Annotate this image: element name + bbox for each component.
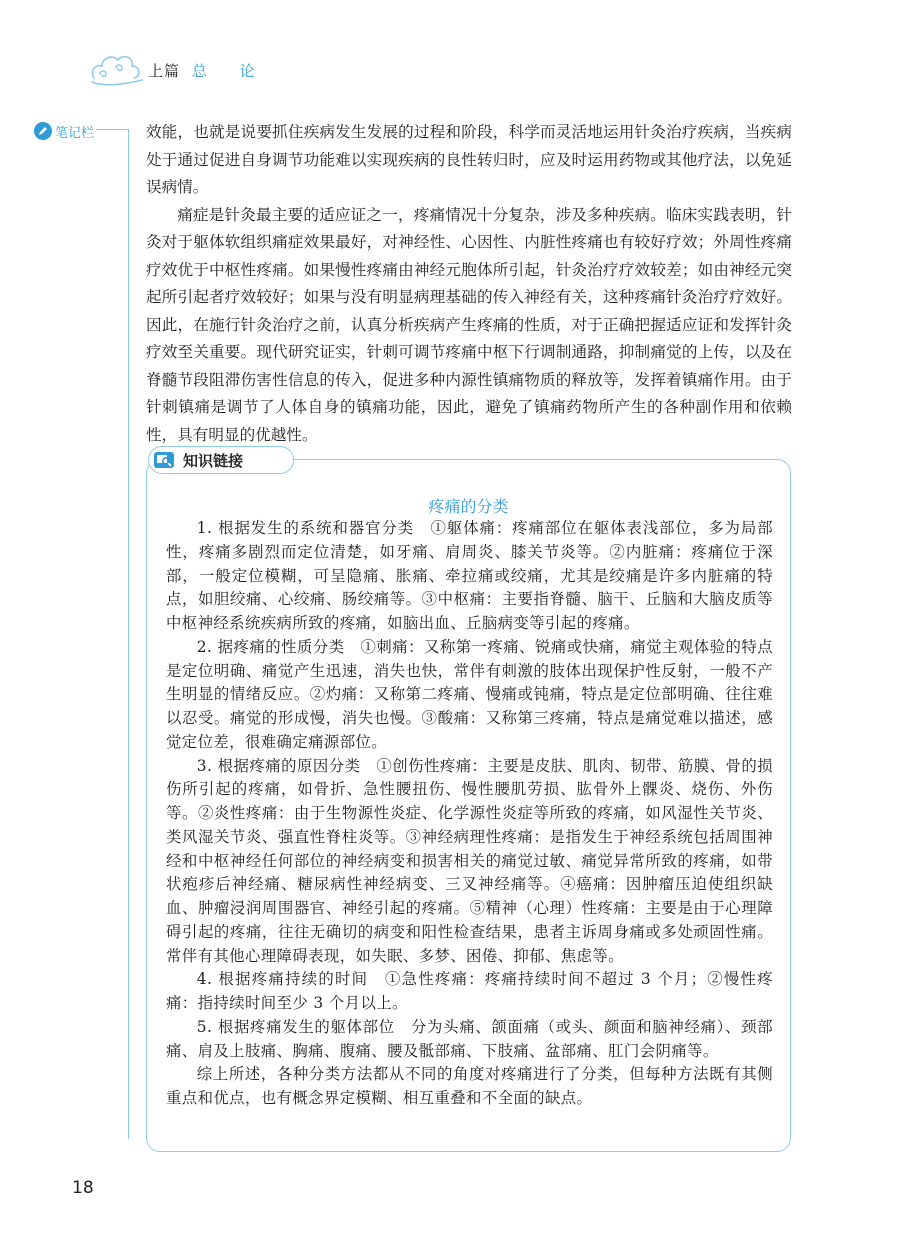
body-paragraph: 痛症是针灸最主要的适应证之一，疼痛情况十分复杂，涉及多种疾病。临床实践表明，针灸对于躯体软组织痛症效果最好，对神经性、心因性、内脏性疼痛也有较好疗效；外周性疼痛疗效优于中枢性疼痛。如果慢性疼痛由神经元胞体所引起，针灸治疗疗效较差；如由神经元突起所引起者疗效较好；如果与没有明显病理基础的传入神经有关，这种疼痛针灸治疗疗效好。因此，在施行针灸治疗之前，认真分析疾病产生疼痛的性质，对于正确把握适应证和发挥针灸疗效至关重要。现代研究证实，针刺可调节疼痛中枢下行调制通路，抑制痛觉的上传，以及在脊髓节段阻滞伤害性信息的传入，促进多种内源性镇痛物质的释放等，发挥着镇痛作用。由于针刺镇痛是调节了人体自身的镇痛功能，因此，避免了镇痛药物所产生的各种副作用和依赖性，具有明显的优越性。 [146, 205, 792, 444]
notes-divider [96, 129, 128, 130]
page-number: 18 [72, 1178, 94, 1198]
notes-label: 笔记栏 [55, 125, 95, 141]
header-chapter: 总 论 [191, 62, 269, 80]
header-part: 上篇 [148, 62, 181, 80]
body-paragraph: 效能，也就是说要抓住疾病发生发展的过程和阶段，科学而灵活地运用针灸治疗疾病，当疾病处于通过促进自身调节功能难以实现疾病的良性转归时，应及时运用药物或其他疗法，以免延误病情。 [146, 123, 792, 196]
body-text [146, 119, 792, 449]
running-header [88, 46, 308, 96]
header-title [148, 60, 269, 81]
knowledge-paragraph: 1. 根据发生的系统和器官分类 ①躯体痛：疼痛部位在躯体表浅部位，多为局部性，疼痛多剧烈而定位清楚，如牙痛、肩周炎、膝关节炎等。②内脏痛：疼痛位于深部，一般定位模糊，可呈隐痛、胀痛、牵拉痛或绞痛，尤其是绞痛是许多内脏痛的特点，如胆绞痛、心绞痛、肠绞痛等。③中枢痛：主要指脊髓、脑干、丘脑和大脑皮质等中枢神经系统疾病所致的疼痛，如脑出血、丘脑病变等引起的疼痛。 [166, 519, 773, 632]
knowledge-link-title: 疼痛的分类 [428, 497, 509, 516]
cloud-ornament-icon [88, 46, 148, 90]
magnifier-book-icon [153, 450, 175, 470]
knowledge-link-content [166, 517, 773, 1111]
knowledge-link-tab [148, 446, 294, 474]
notes-column-rule [128, 129, 129, 1139]
notes-badge [34, 120, 94, 142]
knowledge-paragraph: 综上所述，各种分类方法都从不同的角度对疼痛进行了分类，但每种方法既有其侧重点和优点，也有概念界定模糊、相互重叠和不全面的缺点。 [166, 1065, 773, 1107]
knowledge-paragraph: 3. 根据疼痛的原因分类 ①创伤性疼痛：主要是皮肤、肌肉、韧带、筋膜、骨的损伤所引起的疼痛，如骨折、急性腰扭伤、慢性腰肌劳损、肱骨外上髁炎、烧伤、外伤等。②炎性疼痛：由于生物源性炎症、化学源性炎症等所致的疼痛，如风湿性关节炎、类风湿关节炎、强直性脊柱炎等。③神经病理性疼痛：是指发生于神经系统包括周围神经和中枢神经任何部位的神经病变和损害相关的痛觉过敏、痛觉异常所致的疼痛，如带状疱疹后神经痛、糖尿病性神经病变、三叉神经痛等。④癌痛：因肿瘤压迫使组织缺血、肿瘤浸润周围器官、神经引起的疼痛。⑤精神（心理）性疼痛：主要是由于心理障碍引起的疼痛，往往无确切的病变和阳性检查结果，患者主诉周身痛或多处顽固性痛。常伴有其他心理障碍表现，如失眠、多梦、困倦、抑郁、焦虑等。 [166, 756, 773, 965]
pencil-icon [34, 122, 52, 140]
knowledge-paragraph: 4. 根据疼痛持续的时间 ①急性疼痛：疼痛持续时间不超过 3 个月；②慢性疼痛：指持续时间至少 3 个月以上。 [166, 970, 773, 1012]
knowledge-paragraph: 2. 据疼痛的性质分类 ①刺痛：又称第一疼痛、锐痛或快痛，痛觉主观体验的特点是定位明确、痛觉产生迅速，消失也快，常伴有刺激的肢体出现保护性反射，一般不产生明显的情绪反应。②灼痛：又称第二疼痛、慢痛或钝痛，特点是定位部明确、往往难以忍受。痛觉的形成慢，消失也慢。③酸痛：又称第三疼痛，特点是痛觉难以描述，感觉定位差，很难确定痛源部位。 [166, 637, 773, 751]
knowledge-paragraph: 5. 根据疼痛发生的躯体部位 分为头痛、颌面痛（或头、颜面和脑神经痛）、颈部痛、肩及上肢痛、胸痛、腹痛、腰及骶部痛、下肢痛、盆部痛、肛门会阴痛等。 [166, 1017, 773, 1060]
knowledge-link-label: 知识链接 [183, 451, 244, 470]
